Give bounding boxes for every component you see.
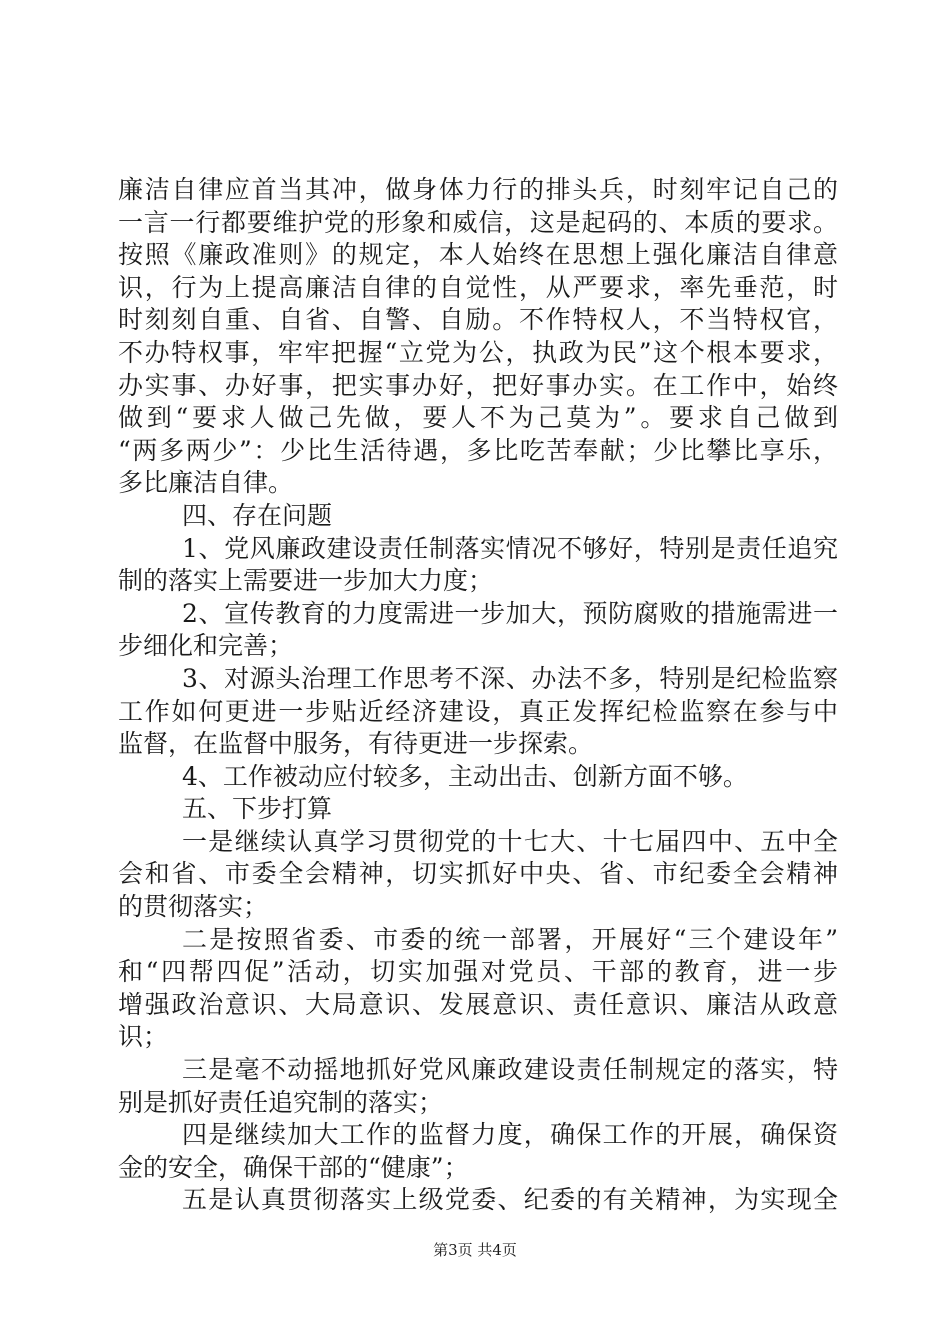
text-line: 一言一行都要维护党的形象和威信，这是起码的、本质的要求。 [118,207,838,237]
text-line: 三是毫不动摇地抓好党风廉政建设责任制规定的落实，特 [182,1055,838,1085]
text-line: 时刻刻自重、自省、自警、自励。不作特权人，不当特权官， [118,305,838,335]
text-line: 五是认真贯彻落实上级党委、纪委的有关精神，为实现全 [182,1185,838,1215]
text-line: 增强政治意识、大局意识、发展意识、责任意识、廉洁从政意 [118,989,838,1019]
text-line: 别是抓好责任追究制的落实； [118,1087,444,1117]
text-line: 会和省、市委全会精神，切实抓好中央、省、市纪委全会精神 [118,859,838,889]
text-line: “两多两少”：少比生活待遇，多比吃苦奉献；少比攀比享乐， [118,435,838,465]
text-line: 做到“要求人做己先做，要人不为己莫为”。要求自己做到 [118,403,838,433]
text-line: 2、宣传教育的力度需进一步加大，预防腐败的措施需进一 [182,598,838,628]
text-line: 一是继续认真学习贯彻党的十七大、十七届四中、五中全 [182,826,838,856]
text-line: 监督，在监督中服务，有待更进一步探索。 [118,729,594,759]
text-line: 的贯彻落实； [118,892,269,922]
text-line: 和“四帮四促”活动，切实加强对党员、干部的教育，进一步 [118,957,838,987]
text-line: 金的安全，确保干部的“健康”； [118,1152,469,1182]
text-line: 工作如何更进一步贴近经济建设，真正发挥纪检监察在参与中 [118,696,838,726]
text-line: 五、下步打算 [182,794,333,824]
document-body [118,174,838,1217]
text-line: 不办特权事，牢牢把握“立党为公，执政为民”这个根本要求， [118,337,838,367]
text-line: 四、存在问题 [182,500,333,530]
text-line: 二是按照省委、市委的统一部署，开展好“三个建设年” [182,924,838,954]
text-line: 廉洁自律应首当其冲，做身体力行的排头兵，时刻牢记自己的 [118,175,838,204]
text-line: 识，行为上提高廉洁自律的自觉性，从严要求，率先垂范，时 [118,272,838,302]
text-line: 多比廉洁自律。 [118,468,294,498]
text-line: 3、对源头治理工作思考不深、办法不多，特别是纪检监察 [182,663,838,693]
text-line: 4、工作被动应付较多，主动出击、创新方面不够。 [182,761,748,791]
text-line: 识； [118,1022,169,1052]
text-line: 按照《廉政准则》的规定，本人始终在思想上强化廉洁自律意 [118,240,838,270]
text-line: 1、党风廉政建设责任制落实情况不够好，特别是责任追究 [182,533,838,563]
text-line: 步细化和完善； [118,631,294,661]
text-line: 制的落实上需要进一步加大力度； [118,566,494,596]
page-footer: 第3页 共4页 [433,1241,517,1259]
text-line: 四是继续加大工作的监督力度，确保工作的开展，确保资 [182,1120,838,1150]
text-line: 办实事、办好事，把实事办好，把好事办实。在工作中，始终 [118,370,838,400]
